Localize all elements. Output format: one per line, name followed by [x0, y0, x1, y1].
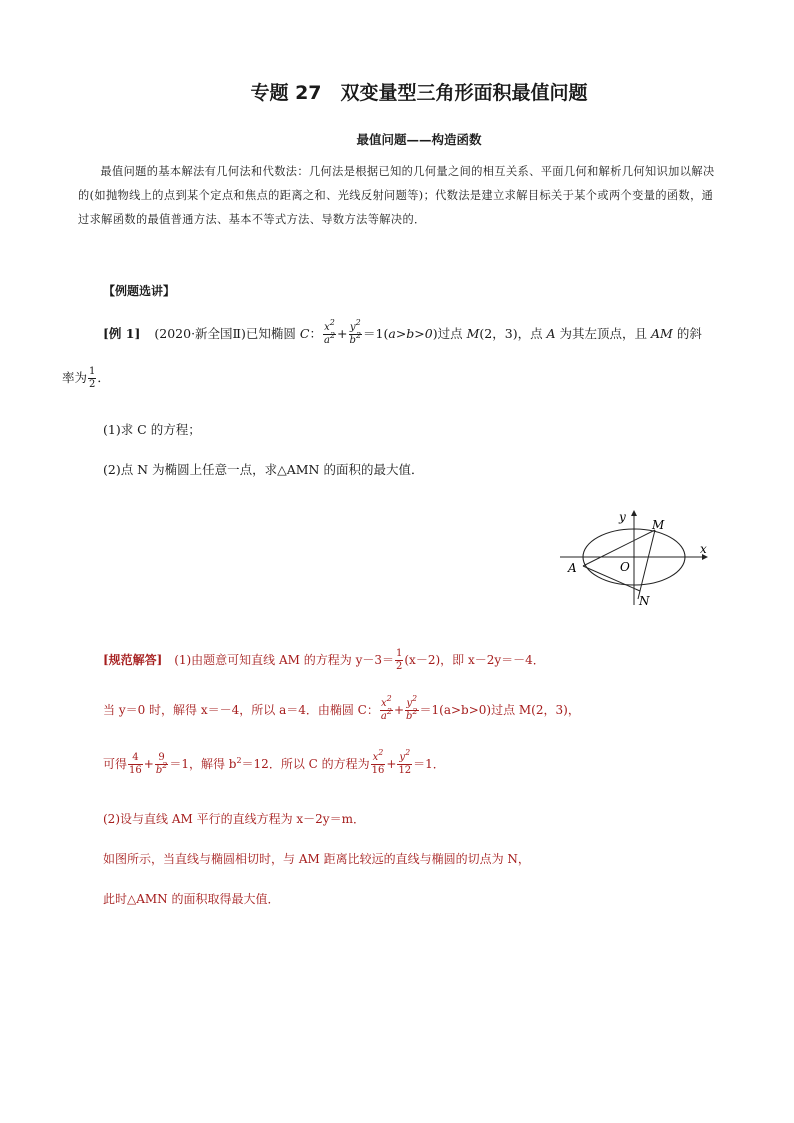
point-m-coords: (2，3)，点 [479, 326, 547, 341]
solution-line-3 [103, 748, 445, 777]
plus-sign: + [143, 757, 154, 771]
segment-an-line [583, 566, 640, 591]
segment-mn-line [638, 530, 655, 599]
solution-fraction-x2-16: $\frac{x^2}{16}$ [371, 748, 385, 776]
slope-prefix: 率为 [62, 370, 88, 385]
superscript: 2 [236, 756, 242, 765]
solution-fraction-9-b2: $\frac{9}{b^2}$ [155, 752, 168, 776]
section-label: 【例题选讲】 [103, 284, 176, 298]
question-1: (1)求 C 的方程； [103, 422, 201, 437]
point-a: A [546, 326, 556, 341]
solution-text-3b: ＝1，解得 b [169, 757, 237, 771]
point-m: M [466, 326, 480, 341]
solution-text-1a: (1)由题意可知直线 AM 的方程为 y－3＝ [174, 653, 394, 667]
colon: ： [309, 326, 322, 341]
period: ． [97, 370, 110, 385]
section-subtitle: 最值问题——构造函数 [356, 132, 482, 147]
example-tag: [例 1] [103, 326, 141, 341]
example-1-line-1 [103, 318, 702, 347]
passes-through: )过点 [432, 326, 467, 341]
solution-line-5: 如图所示，当直线与椭圆相切时，与 AM 距离比较远的直线与椭圆的切点为 N， [103, 852, 530, 866]
solution-fraction-4-16: $\frac{4}{16}$ [129, 752, 142, 776]
plus-sign: + [337, 326, 348, 341]
segment-am-line [583, 530, 655, 566]
label-x: x [700, 542, 707, 556]
label-m: M [652, 518, 665, 532]
text-mid: 为其左顶点，且 [555, 326, 652, 341]
question-2: (2)点 N 为椭圆上任意一点，求△AMN 的面积的最大值． [103, 462, 424, 477]
plus-sign: + [393, 703, 404, 717]
condition: a>b>0 [388, 326, 433, 341]
intro-paragraph: 最值问题的基本解法有几何法和代数法：几何法是根据已知的几何量之间的相互关系、平面几何和解析几何知识加以解决的(如抛物线上的点到某个定点和焦点的距离之和、光线反射问题等)；代数法是建立求解目标关于某个或两个变量的函数，通过求解函数的最值普通方法、基本不等式方法、导数方法等解决的． [78, 165, 715, 226]
solution-fraction-y2-12: $\frac{y^2}{12}$ [398, 748, 412, 776]
page-title: 专题 27 双变量型三角形面积最值问题 [250, 82, 588, 104]
solution-fraction-y2-b2: $\frac{y^2}{b^2}$ [406, 694, 418, 722]
solution-tag: [规范解答] [103, 653, 163, 667]
plus-sign: + [386, 757, 397, 771]
solution-text-1b: (x－2)，即 x－2y＝－4． [404, 653, 545, 667]
slope-fraction: $\frac{1}{2}$ [89, 366, 96, 390]
solution-fraction-half: $\frac{1}{2}$ [396, 648, 403, 672]
fraction-x2-a2: $\frac{x^2}{a^2}$ [323, 318, 336, 346]
ellipse-name: C [299, 326, 310, 341]
label-a: A [568, 561, 577, 575]
solution-text-3c: ＝12．所以 C 的方程为 [241, 757, 370, 771]
label-n: N [639, 594, 650, 608]
ellipse-figure [555, 505, 715, 610]
solution-line-6: 此时△AMN 的面积取得最大值． [103, 892, 280, 906]
solution-line-4: (2)设与直线 AM 平行的直线方程为 x－2y＝m． [103, 812, 365, 826]
solution-text-3d: ＝1． [413, 757, 445, 771]
example-1-line-2 [62, 366, 110, 391]
solution-fraction-x2-a2: $\frac{x^2}{a^2}$ [380, 694, 392, 722]
equals-one: ＝1( [363, 326, 389, 341]
solution-text-2b: ＝1(a>b>0)过点 M(2，3)， [419, 703, 580, 717]
solution-text-2a: 当 y＝0 时，解得 x＝－4，所以 a＝4．由椭圆 C： [103, 703, 379, 717]
example-source: (2020·新全国Ⅱ)已知椭圆 [154, 326, 300, 341]
solution-text-3a: 可得 [103, 757, 128, 771]
solution-line-1 [103, 648, 545, 673]
fraction-y2-b2: $\frac{y^2}{b^2}$ [349, 318, 362, 346]
segment-am: AM [651, 326, 673, 341]
label-o: O [620, 560, 630, 574]
solution-line-2 [103, 694, 580, 723]
text-tail: 的斜 [672, 326, 702, 341]
label-y: y [619, 510, 626, 524]
